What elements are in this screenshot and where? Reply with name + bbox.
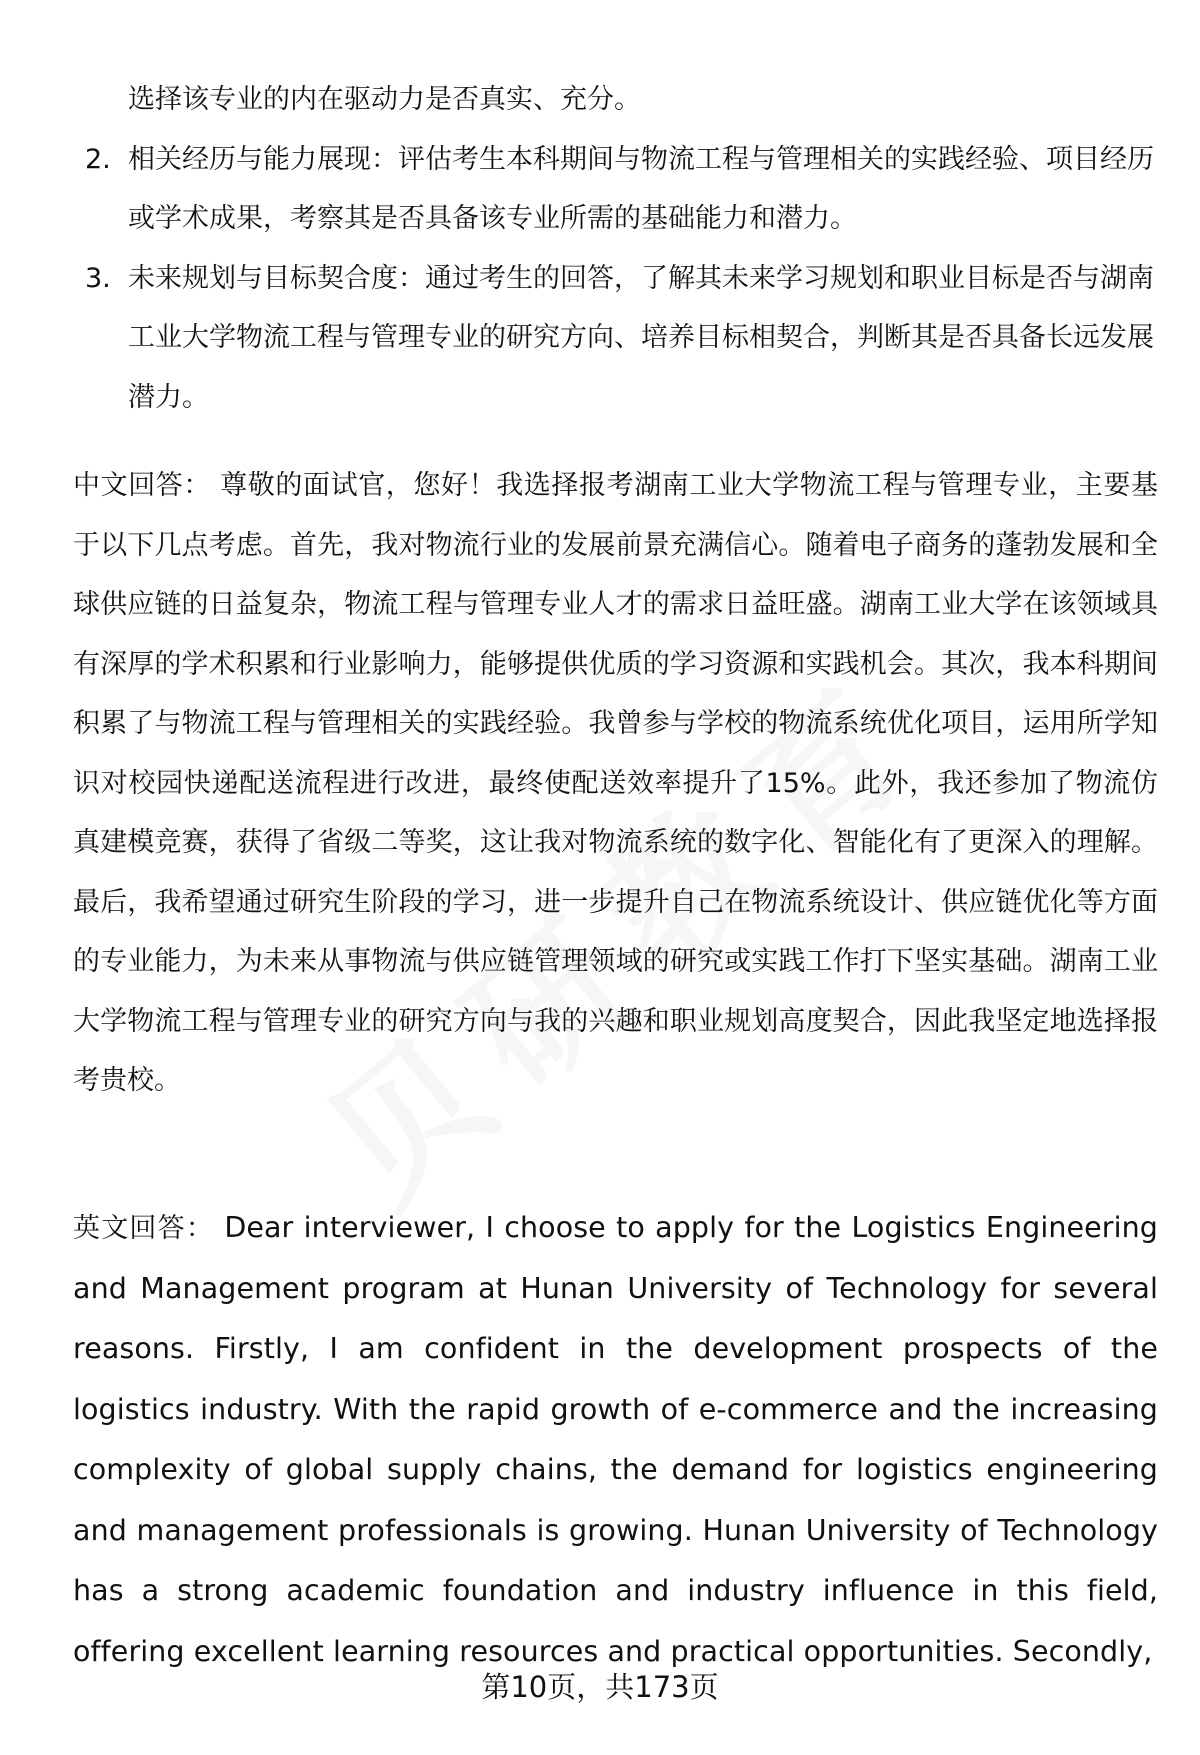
chinese-answer-label: 中文回答： [73,470,212,501]
list-item [73,130,1158,249]
chinese-answer-paragraph [73,456,1158,1111]
list-item [73,249,1158,428]
list-item-1-continuation: 选择该专业的内在驱动力是否真实、充分。 [128,84,641,115]
list-number: 3. [85,262,111,294]
english-answer-label: 英文回答： [73,1213,215,1244]
list-text: 相关经历与能力展现：评估考生本科期间与物流工程与管理相关的实践经验、项目经历或学术成果，考察其是否具备该专业所需的基础能力和潜力。 [128,143,1154,234]
english-answer-paragraph [73,1198,1158,1682]
chinese-answer-body: 尊敬的面试官，您好！我选择报考湖南工业大学物流工程与管理专业，主要基于以下几点考虑。首先，我对物流行业的发展前景充满信心。随着电子商务的蓬勃发展和全球供应链的日益复杂，物流工程与管理专业人才的需求日益旺盛。湖南工业大学在该领域具有深厚的学术积累和行业影响力，能够提供优质的学习资源和实践机会。其次，我本科期间积累了与物流工程与管理相关的实践经验。我曾参与学校的物流系统优化项目，运用所学知识对校园快递配送流程进行改进，最终使配送效率提升了15%。此外，我还参加了物流仿真建模竞赛，获得了省级二等奖，这让我对物流系统的数字化、智能化有了更深入的理解。最后，我希望通过研究生阶段的学习，进一步提升自己在物流系统设计、供应链优化等方面的专业能力，为未来从事物流与供应链管理领域的研究或实践工作打下坚实基础。湖南工业大学物流工程与管理专业的研究方向与我的兴趣和职业规划高度契合，因此我坚定地选择报考贵校。 [73,470,1159,1096]
page-number-footer: 第10页，共173页 [481,1670,719,1704]
criteria-list [73,70,1158,427]
english-answer-body: Dear interviewer, I choose to apply for the Logistics Engineering and Management program at Hunan University of Technology for several reasons. Firstly, I am confident in the development prospects of the logistics industry. With the rapid growth of e-commerce and the increasing complexity of global supply chains, the demand for logistics engineering and management professionals is growing. Hunan University of Technology has a strong academic foundation and industry influence in this field, offering excellent learning resources and practical opportunities. Secondly, [73,1211,1158,1668]
list-number: 2. [85,143,111,175]
list-text: 未来规划与目标契合度：通过考生的回答，了解其未来学习规划和职业目标是否与湖南工业大学物流工程与管理专业的研究方向、培养目标相契合，判断其是否具备长远发展潜力。 [128,262,1154,413]
